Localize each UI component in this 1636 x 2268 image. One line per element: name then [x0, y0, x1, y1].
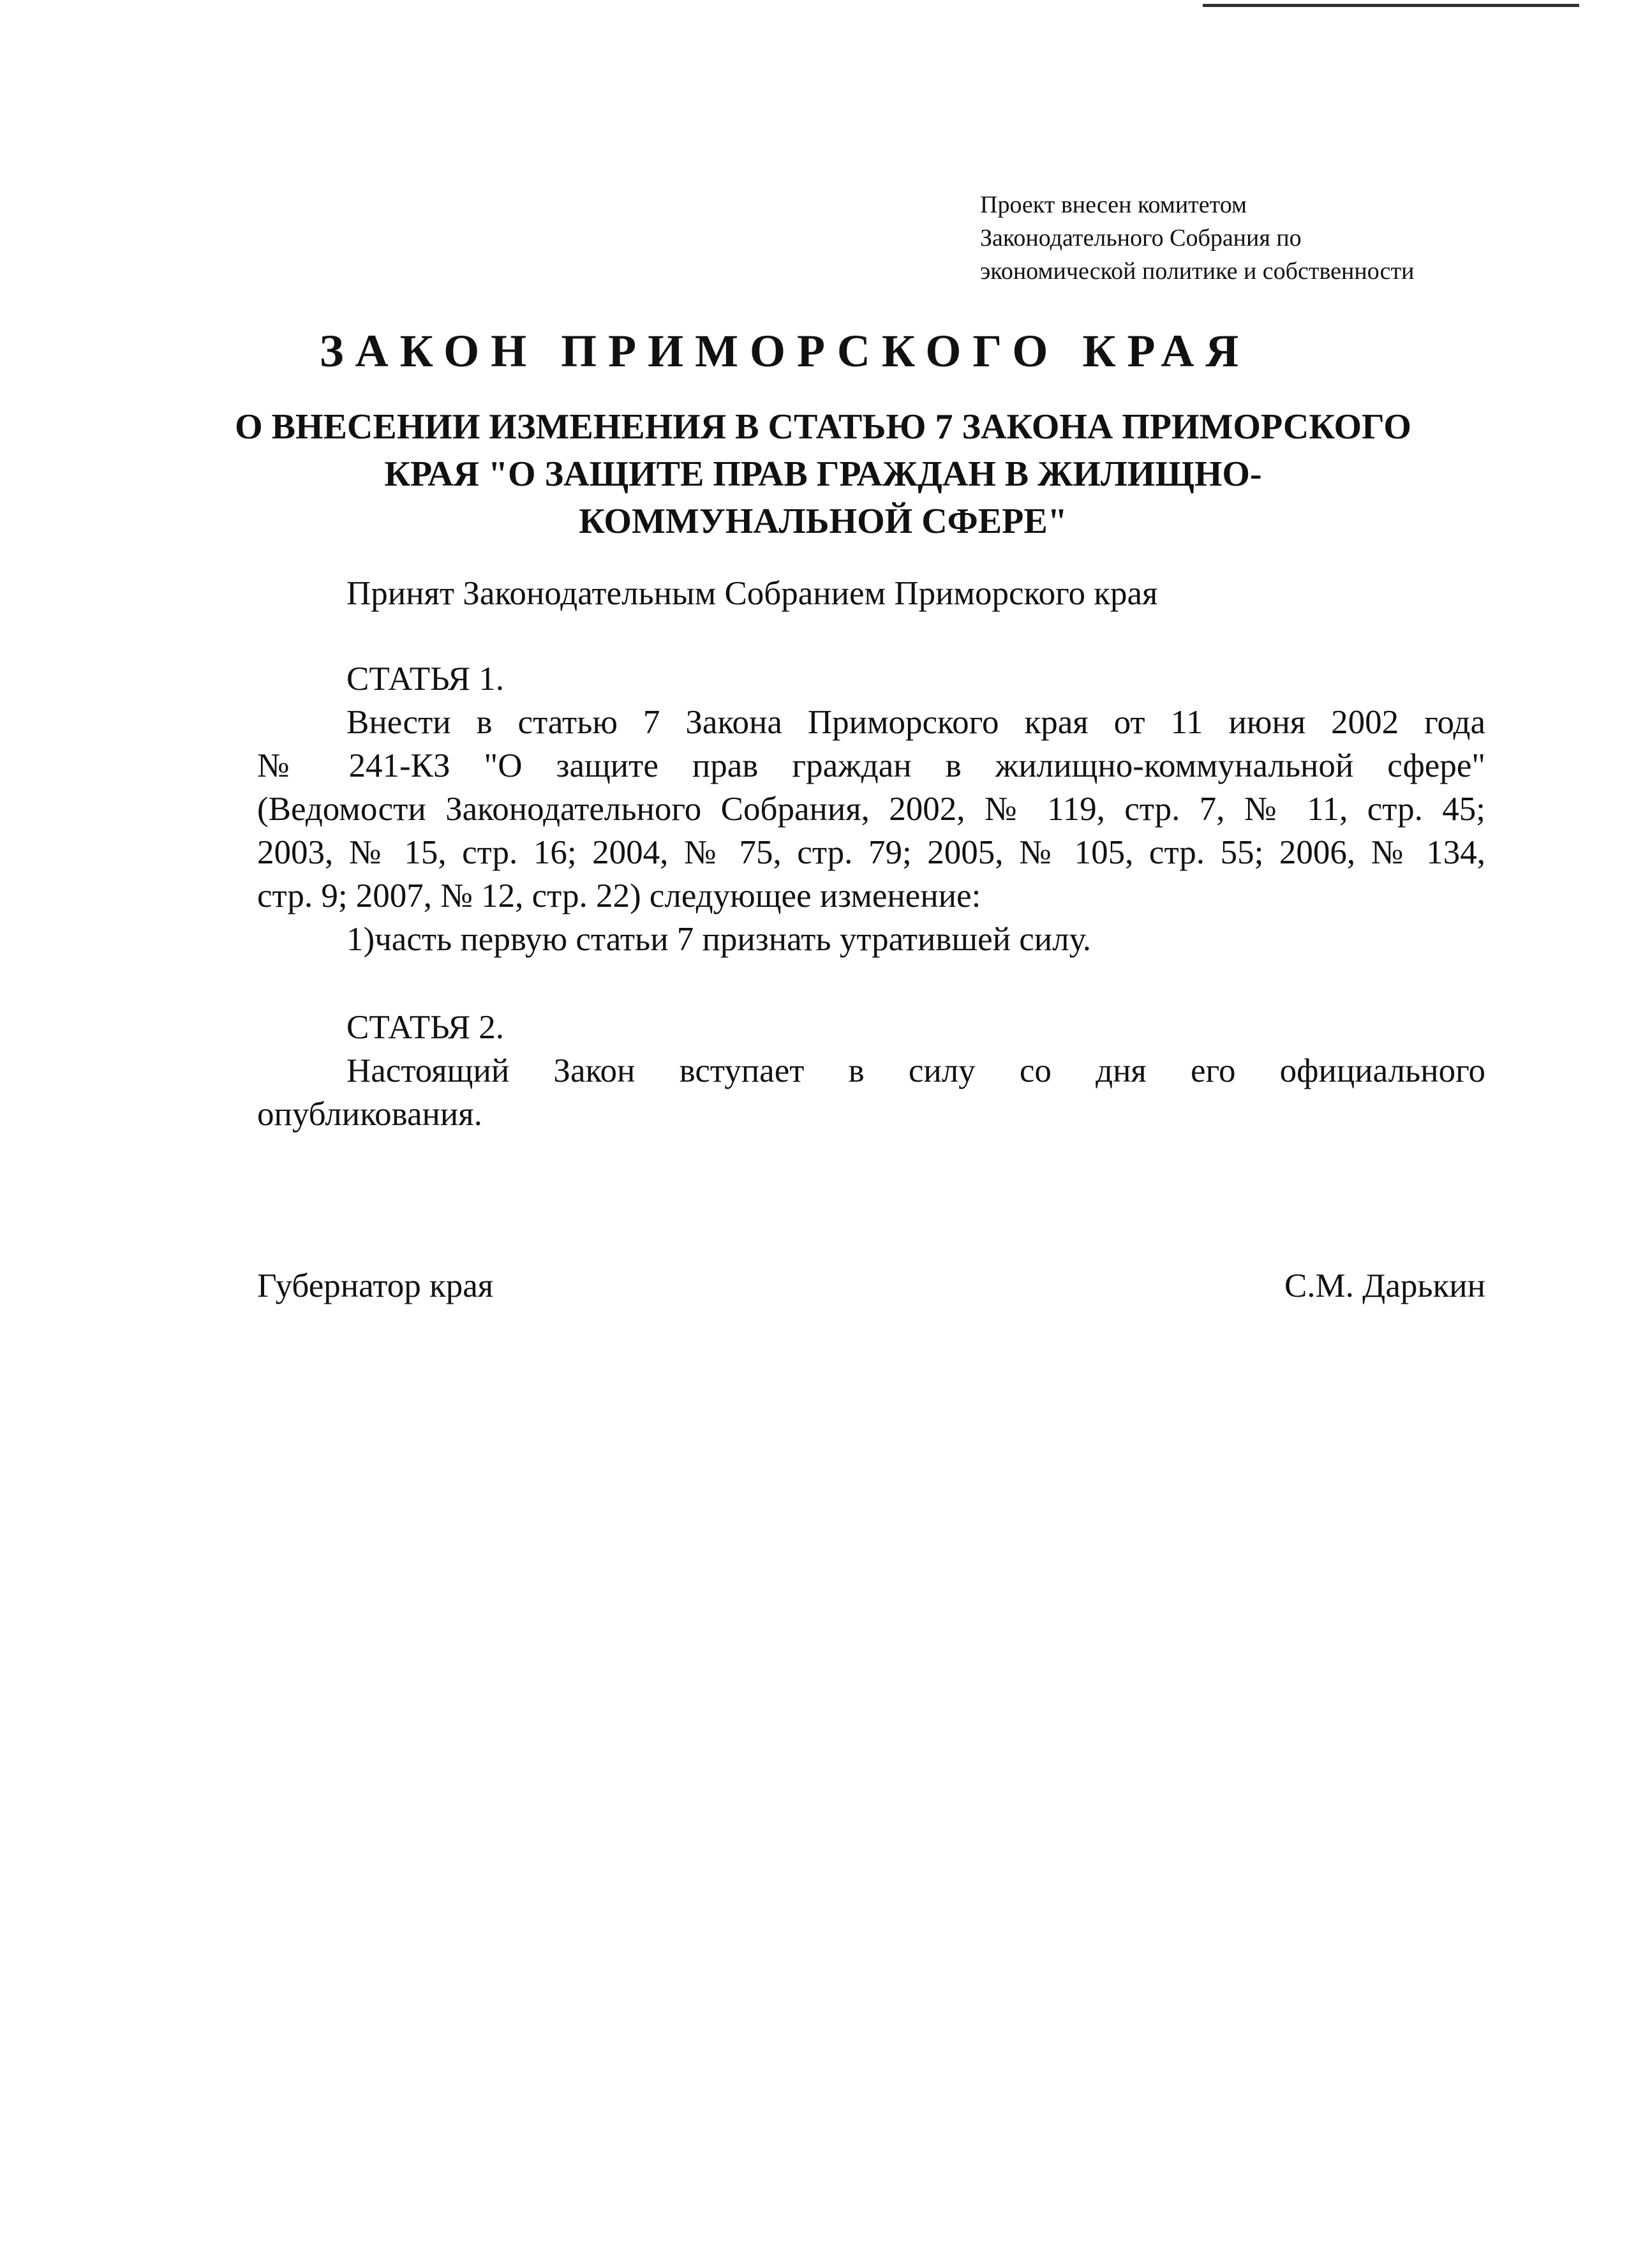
adopted-by-line: Принят Законодательным Собранием Приморского края [346, 575, 1158, 612]
article-1-text-line: стр. 9; 2007, № 12, стр. 22) следующее изменение: [257, 877, 981, 914]
article-1-text-line: (Ведомости Законодательного Собрания, 2002, № 119, стр. 7, № 11, стр. 45; [257, 791, 1485, 828]
signature-block [257, 1264, 1485, 1315]
header-note-line: Проект внесен комитетом [980, 191, 1247, 218]
law-subtitle-line: КРАЯ "О ЗАЩИТЕ ПРАВ ГРАЖДАН В ЖИЛИЩНО- [384, 454, 1262, 494]
article-1-heading: СТАТЬЯ 1. [346, 660, 505, 698]
article-2-text-line: Настоящий Закон вступает в силу со дня его официального [346, 1052, 1485, 1089]
header-note-line: экономической политике и собственности [980, 258, 1415, 285]
article-1 [257, 657, 1485, 961]
header-note [980, 188, 1554, 288]
signature-name: С.М. Дарькин [1284, 1267, 1485, 1304]
law-subtitle-line: О ВНЕСЕНИИ ИЗМЕНЕНИЯ В СТАТЬЮ 7 ЗАКОНА ПРИМОРСКОГО [235, 407, 1411, 447]
article-1-item: 1)часть первую статьи 7 признать утратившей силу. [346, 921, 1092, 958]
article-1-text-line: № 241-КЗ "О защите прав граждан в жилищно-коммунальной сфере" [257, 747, 1485, 784]
scan-edge-line [1203, 4, 1579, 7]
article-2-text-line: опубликования. [257, 1096, 482, 1133]
article-2-heading: СТАТЬЯ 2. [346, 1009, 505, 1046]
law-subtitle [211, 403, 1436, 545]
header-note-line: Законодательного Собрания по [980, 225, 1302, 251]
article-1-text-line: 2003, № 15, стр. 16; 2004, № 75, стр. 79; 2005, № 105, стр. 55; 2006, № 134, [257, 834, 1485, 871]
article-1-text-line: Внести в статью 7 Закона Приморского края от 11 июня 2002 года [346, 704, 1485, 741]
law-title: ЗАКОН ПРИМОРСКОГО КРАЯ [319, 325, 1251, 377]
law-subtitle-line: КОММУНАЛЬНОЙ СФЕРЕ" [579, 502, 1067, 541]
article-2 [257, 1006, 1485, 1136]
signature-role: Губернатор края [257, 1267, 494, 1304]
